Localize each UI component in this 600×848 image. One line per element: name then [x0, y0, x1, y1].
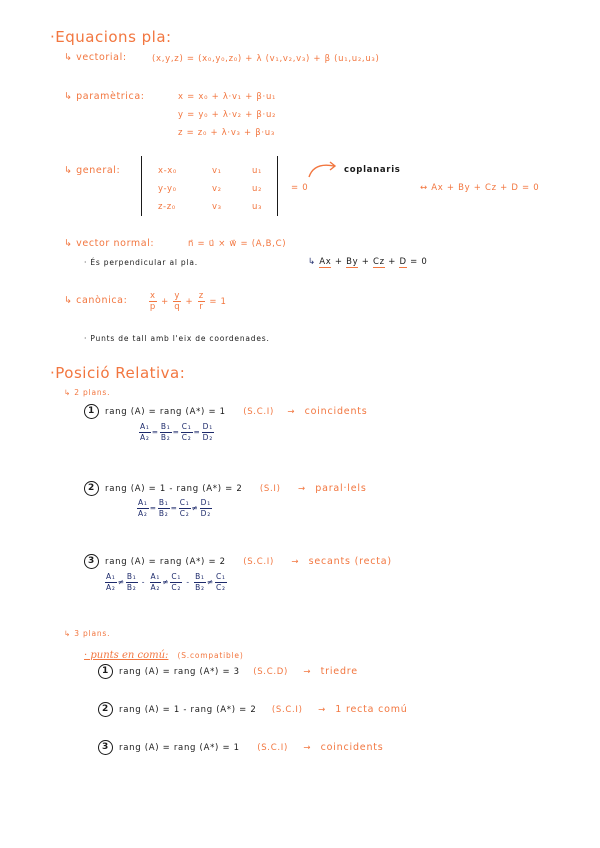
operator: ≠ — [191, 503, 199, 513]
frac-den: B₂ — [158, 509, 169, 518]
operator: = — [170, 503, 178, 513]
frac-den: A₂ — [150, 583, 161, 592]
frac-den: D₂ — [200, 509, 212, 518]
canonica-expression — [148, 291, 227, 312]
case-number: 3 — [98, 740, 113, 755]
frac-num: A₁ — [138, 498, 148, 507]
frac-num: B₁ — [160, 422, 171, 431]
case-result: triedre — [320, 666, 358, 677]
vectorial-label: ↳ vectorial: — [64, 52, 127, 63]
arrow-glyph: → — [287, 407, 296, 417]
frac-den: q — [174, 302, 181, 312]
frac-num: C₁ — [215, 572, 226, 581]
frac-den: A₂ — [106, 583, 116, 592]
frac-den: A₂ — [138, 509, 148, 518]
case-number: 3 — [84, 554, 99, 569]
case-result: 1 recta comú — [335, 704, 408, 715]
normal-expression: n⃗ = u⃗ × w⃗ = (A,B,C) — [188, 239, 287, 249]
punts-label: · punts en comú: — [84, 650, 169, 661]
frac-num: D₁ — [202, 422, 214, 431]
ratio-condition-1 — [138, 422, 215, 443]
frac-den: B₂ — [126, 583, 137, 592]
frac-num: z — [198, 291, 204, 301]
canonica-note: · Punts de tall amb l'eix de coordenades. — [84, 334, 270, 343]
matrix-cell: y-y₀ — [158, 184, 177, 194]
case-result: coincidents — [320, 742, 384, 753]
canonica-result: = 1 — [209, 297, 227, 307]
section-title-equacions: ·Equacions pla: — [50, 28, 172, 46]
operator: = — [151, 427, 159, 437]
system-type: (S.I) — [259, 484, 281, 494]
arrow-glyph: ↳ — [308, 257, 316, 267]
case-number: 1 — [98, 664, 113, 679]
frac-den: C₂ — [171, 583, 182, 592]
operator: = — [193, 427, 201, 437]
operator: ≠ — [117, 577, 125, 587]
normal-eq-A: Ax — [319, 257, 332, 267]
arrow-glyph: → — [303, 743, 312, 753]
punts-system: (S.compatible) — [177, 651, 244, 660]
determinant-bar-right — [277, 156, 278, 216]
matrix-cell: u₃ — [252, 202, 262, 212]
general-label: ↳ general: — [64, 165, 121, 176]
system-type: (S.C.I) — [243, 407, 274, 417]
normal-equation — [308, 257, 427, 267]
matrix-cell: u₂ — [252, 184, 262, 194]
frac-den: C₂ — [181, 433, 192, 442]
operator: - — [141, 577, 146, 587]
general-cartesian-equation: ↔ Ax + By + Cz + D = 0 — [420, 183, 540, 193]
normal-eq-end: = 0 — [410, 257, 428, 267]
matrix-cell: u₁ — [252, 166, 262, 176]
normal-eq-B: By — [346, 257, 359, 267]
frac-den: p — [149, 302, 156, 312]
dos-plans-label: ↳ 2 plans. — [64, 388, 111, 397]
coplanaris-label: coplanaris — [344, 165, 401, 175]
parametrica-label: ↳ paramètrica: — [64, 91, 145, 102]
rang-condition: rang (A) = 1 - rang (A*) = 2 — [105, 484, 243, 494]
normal-eq-D: D — [399, 257, 407, 267]
normal-note: · És perpendicular al pla. — [84, 258, 198, 267]
matrix-cell: v₂ — [212, 184, 222, 194]
case-number: 2 — [98, 702, 113, 717]
matrix-cell: v₃ — [212, 202, 222, 212]
ratio-condition-2 — [136, 498, 213, 519]
arrow-glyph: → — [298, 484, 306, 494]
operator: = — [149, 503, 157, 513]
frac-den: B₂ — [195, 583, 205, 592]
frac-num: y — [174, 291, 181, 301]
operator: ≠ — [162, 577, 170, 587]
curved-arrow-icon — [306, 158, 340, 180]
frac-num: A₁ — [140, 422, 150, 431]
case-result: paral·lels — [315, 483, 367, 494]
dos-plans-case-3 — [84, 554, 392, 569]
dos-plans-case-1 — [84, 404, 368, 419]
tres-plans-case-3 — [98, 740, 384, 755]
frac-num: A₁ — [150, 572, 161, 581]
plus-sign: + — [388, 257, 397, 267]
frac-num: x — [150, 291, 156, 301]
rang-condition: rang (A) = rang (A*) = 3 — [119, 667, 240, 677]
case-result: coincidents — [304, 406, 368, 417]
operator: = — [172, 427, 180, 437]
case-result: secants (recta) — [308, 556, 392, 567]
normal-label: ↳ vector normal: — [64, 238, 155, 249]
frac-num: D₁ — [200, 498, 212, 507]
plus-sign: + — [334, 257, 343, 267]
frac-num: B₁ — [126, 572, 137, 581]
rang-condition: rang (A) = 1 - rang (A*) = 2 — [119, 705, 257, 715]
tres-plans-case-1 — [98, 664, 358, 679]
dos-plans-case-2 — [84, 481, 367, 496]
section-title-posicio: ·Posició Relativa: — [50, 364, 186, 382]
plus-sign: + — [161, 297, 169, 307]
arrow-glyph: → — [291, 557, 300, 567]
frac-den: r — [199, 302, 204, 312]
matrix-cell: z-z₀ — [158, 202, 176, 212]
canonica-label: ↳ canònica: — [64, 295, 128, 306]
punts-en-comu — [84, 643, 244, 662]
parametrica-line-y: y = y₀ + λ·v₂ + β·u₂ — [178, 110, 277, 120]
determinant-bar-left — [141, 156, 142, 216]
system-type: (S.C.D) — [253, 667, 288, 677]
normal-eq-C: Cz — [373, 257, 385, 267]
general-equals-zero: = 0 — [291, 183, 309, 193]
case-number: 2 — [84, 481, 99, 496]
case-number: 1 — [84, 404, 99, 419]
operator: - — [186, 577, 190, 587]
frac-den: A₂ — [140, 433, 150, 442]
frac-den: C₂ — [215, 583, 226, 592]
frac-num: C₁ — [179, 498, 190, 507]
arrow-glyph: → — [303, 667, 312, 677]
frac-num: C₁ — [181, 422, 192, 431]
parametrica-line-z: z = z₀ + λ·v₃ + β·u₃ — [178, 128, 275, 138]
frac-den: B₂ — [160, 433, 171, 442]
rang-condition: rang (A) = rang (A*) = 1 — [119, 743, 240, 753]
frac-num: B₁ — [195, 572, 205, 581]
frac-den: C₂ — [179, 509, 190, 518]
arrow-glyph: → — [318, 705, 326, 715]
operator: ≠ — [206, 577, 214, 587]
ratio-condition-3 — [104, 572, 228, 593]
matrix-cell: v₁ — [212, 166, 222, 176]
rang-condition: rang (A) = rang (A*) = 1 — [105, 407, 226, 417]
frac-num: A₁ — [106, 572, 116, 581]
system-type: (S.C.I) — [243, 557, 274, 567]
tres-plans-case-2 — [98, 702, 408, 717]
plus-sign: + — [185, 297, 194, 307]
parametrica-line-x: x = x₀ + λ·v₁ + β·u₁ — [178, 92, 277, 102]
system-type: (S.C.I) — [271, 705, 303, 715]
matrix-cell: x-x₀ — [158, 166, 177, 176]
frac-num: B₁ — [158, 498, 169, 507]
rang-condition: rang (A) = rang (A*) = 2 — [105, 557, 226, 567]
vectorial-expression: (x,y,z) = (x₀,y₀,z₀) + λ (v₁,v₂,v₃) + β (u₁,u₂,u₃) — [152, 54, 380, 64]
system-type: (S.C.I) — [257, 743, 288, 753]
tres-plans-label: ↳ 3 plans. — [64, 629, 111, 638]
frac-num: C₁ — [171, 572, 182, 581]
plus-sign: + — [361, 257, 370, 267]
frac-den: D₂ — [202, 433, 214, 442]
